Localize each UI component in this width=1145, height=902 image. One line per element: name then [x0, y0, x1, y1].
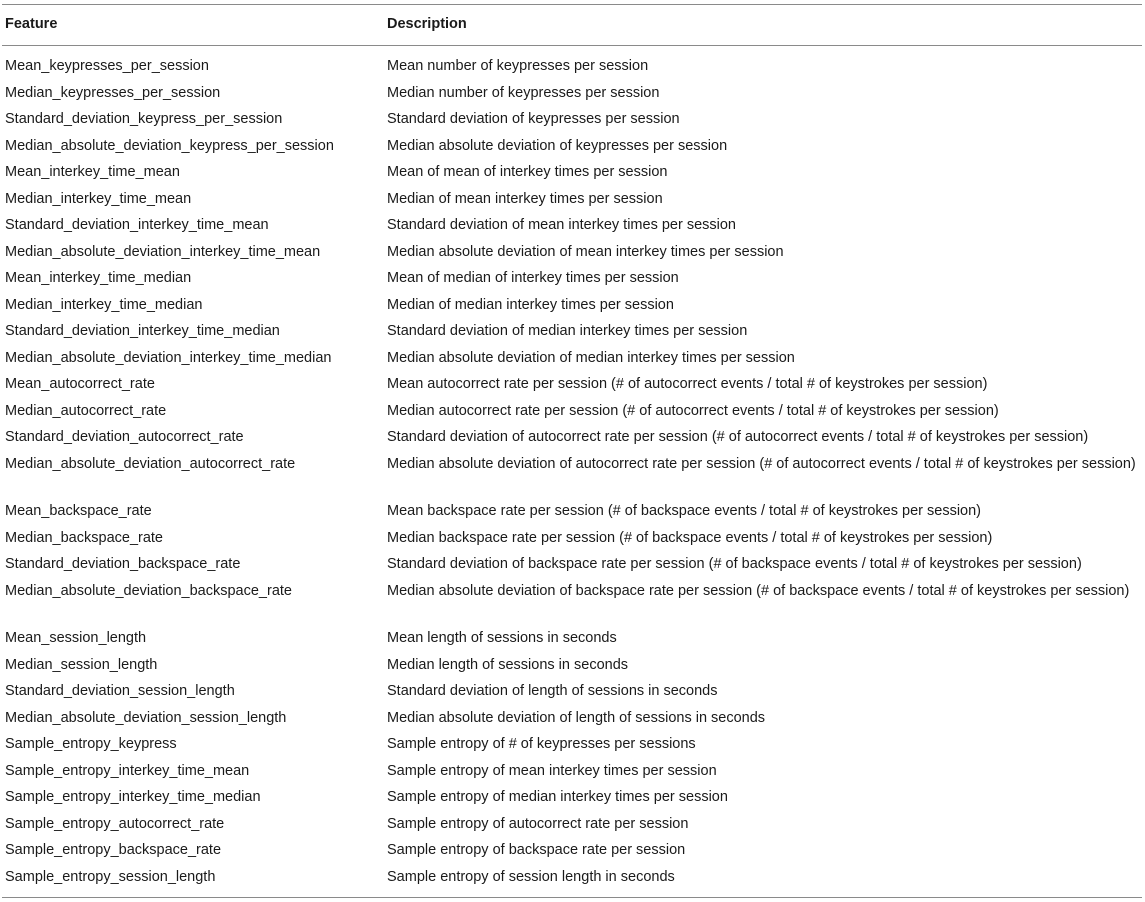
- description-cell: Standard deviation of length of sessions in seconds: [387, 683, 718, 699]
- feature-cell: Standard_deviation_backspace_rate: [5, 556, 241, 572]
- table-row: [2, 401, 1142, 428]
- table-row: [2, 681, 1142, 708]
- description-cell: Median absolute deviation of keypresses per session: [387, 137, 728, 154]
- table-row: [2, 427, 1142, 454]
- description-cell: Median absolute deviation of autocorrect rate per session (# of autocorrect events / total # of keystrokes per session): [387, 455, 1136, 472]
- feature-cell: Mean_interkey_time_median: [5, 270, 192, 286]
- description-cell: Median autocorrect rate per session (# of autocorrect events / total # of keystrokes per session): [387, 402, 999, 419]
- feature-cell: Median_session_length: [5, 656, 158, 673]
- feature-cell: Median_absolute_deviation_interkey_time_median: [5, 349, 332, 366]
- table-row: [2, 189, 1142, 216]
- column-header-feature: Feature: [5, 16, 58, 32]
- table-row: [2, 734, 1142, 761]
- table-row: [2, 787, 1142, 814]
- description-cell: Median absolute deviation of median interkey times per session: [387, 349, 795, 366]
- description-cell: Mean autocorrect rate per session (# of autocorrect events / total # of keystrokes per session): [387, 376, 988, 392]
- feature-cell: Mean_backspace_rate: [5, 503, 152, 519]
- table-bottom-rule: [2, 897, 1142, 898]
- feature-cell: Sample_entropy_interkey_time_median: [5, 789, 261, 805]
- table-row: [2, 321, 1142, 348]
- table-row: [2, 528, 1142, 555]
- table-row: [2, 867, 1142, 894]
- table-row: [2, 348, 1142, 375]
- description-cell: Median absolute deviation of backspace rate per session (# of backspace events / total # of keystrokes per session): [387, 582, 1130, 599]
- description-cell: Sample entropy of autocorrect rate per session: [387, 815, 689, 832]
- table-header: [2, 0, 1142, 45]
- table-row: [2, 136, 1142, 163]
- table-row: [2, 454, 1142, 502]
- table-row: [2, 56, 1142, 83]
- feature-cell: Sample_entropy_interkey_time_mean: [5, 762, 250, 779]
- description-cell: Standard deviation of autocorrect rate per session (# of autocorrect events / total # of keystrokes per session): [387, 429, 1089, 445]
- description-cell: Median length of sessions in seconds: [387, 656, 629, 673]
- feature-cell: Median_keypresses_per_session: [5, 84, 221, 101]
- feature-cell: Median_absolute_deviation_backspace_rate: [5, 582, 292, 599]
- feature-cell: Median_backspace_rate: [5, 529, 163, 546]
- table-row: [2, 581, 1142, 629]
- feature-cell: Median_absolute_deviation_autocorrect_rate: [5, 455, 296, 472]
- description-cell: Sample entropy of session length in seconds: [387, 868, 675, 885]
- feature-cell: Standard_deviation_interkey_time_median: [5, 323, 280, 339]
- feature-cell: Mean_autocorrect_rate: [5, 376, 155, 392]
- description-cell: Sample entropy of median interkey times per session: [387, 789, 728, 805]
- description-cell: Median absolute deviation of mean interkey times per session: [387, 243, 784, 260]
- feature-cell: Median_autocorrect_rate: [5, 402, 167, 419]
- feature-cell: Standard_deviation_keypress_per_session: [5, 111, 283, 127]
- description-cell: Sample entropy of mean interkey times per session: [387, 762, 717, 779]
- description-cell: Standard deviation of mean interkey times per session: [387, 217, 736, 233]
- feature-cell: Mean_interkey_time_mean: [5, 164, 180, 180]
- feature-cell: Median_absolute_deviation_session_length: [5, 709, 287, 726]
- description-cell: Median absolute deviation of length of sessions in seconds: [387, 709, 766, 726]
- feature-cell: Median_interkey_time_mean: [5, 190, 192, 207]
- description-cell: Sample entropy of # of keypresses per sessions: [387, 736, 696, 752]
- description-cell: Mean of mean of interkey times per session: [387, 164, 668, 180]
- table-row: [2, 162, 1142, 189]
- description-cell: Standard deviation of backspace rate per session (# of backspace events / total # of keystrokes per session): [387, 556, 1082, 572]
- feature-cell: Median_absolute_deviation_interkey_time_mean: [5, 243, 321, 260]
- feature-cell: Median_absolute_deviation_keypress_per_session: [5, 137, 334, 154]
- table-row: [2, 814, 1142, 841]
- description-cell: Mean backspace rate per session (# of backspace events / total # of keystrokes per session): [387, 503, 981, 519]
- table-body: [2, 56, 1142, 893]
- feature-cell: Sample_entropy_session_length: [5, 868, 216, 885]
- table-row: [2, 242, 1142, 269]
- table-row: [2, 708, 1142, 735]
- description-cell: Standard deviation of keypresses per session: [387, 111, 680, 127]
- table-row: [2, 374, 1142, 401]
- table-row: [2, 840, 1142, 867]
- table-row: [2, 109, 1142, 136]
- feature-cell: Standard_deviation_autocorrect_rate: [5, 429, 244, 445]
- table-row: [2, 628, 1142, 655]
- description-cell: Standard deviation of median interkey times per session: [387, 323, 748, 339]
- feature-cell: Sample_entropy_keypress: [5, 736, 177, 752]
- feature-cell: Mean_session_length: [5, 630, 147, 646]
- table-row: [2, 83, 1142, 110]
- table-row: [2, 295, 1142, 322]
- description-cell: Median backspace rate per session (# of backspace events / total # of keystrokes per session): [387, 529, 993, 546]
- description-cell: Mean of median of interkey times per session: [387, 270, 679, 286]
- feature-cell: Mean_keypresses_per_session: [5, 58, 209, 74]
- table-row: [2, 268, 1142, 295]
- header-divider: [2, 45, 1142, 46]
- description-cell: Sample entropy of backspace rate per session: [387, 842, 686, 858]
- description-cell: Median of mean interkey times per session: [387, 190, 663, 207]
- table-row: [2, 761, 1142, 788]
- description-cell: Mean length of sessions in seconds: [387, 630, 617, 646]
- feature-cell: Sample_entropy_backspace_rate: [5, 842, 222, 858]
- feature-cell: Standard_deviation_session_length: [5, 683, 235, 699]
- feature-cell: Standard_deviation_interkey_time_mean: [5, 217, 269, 233]
- table-row: [2, 554, 1142, 581]
- table-row: [2, 655, 1142, 682]
- description-cell: Median of median interkey times per session: [387, 296, 674, 313]
- description-cell: Mean number of keypresses per session: [387, 58, 649, 74]
- feature-cell: Median_interkey_time_median: [5, 296, 203, 313]
- table-row: [2, 215, 1142, 242]
- table-row: [2, 501, 1142, 528]
- feature-cell: Sample_entropy_autocorrect_rate: [5, 815, 225, 832]
- description-cell: Median number of keypresses per session: [387, 84, 660, 101]
- column-header-description: Description: [387, 16, 467, 32]
